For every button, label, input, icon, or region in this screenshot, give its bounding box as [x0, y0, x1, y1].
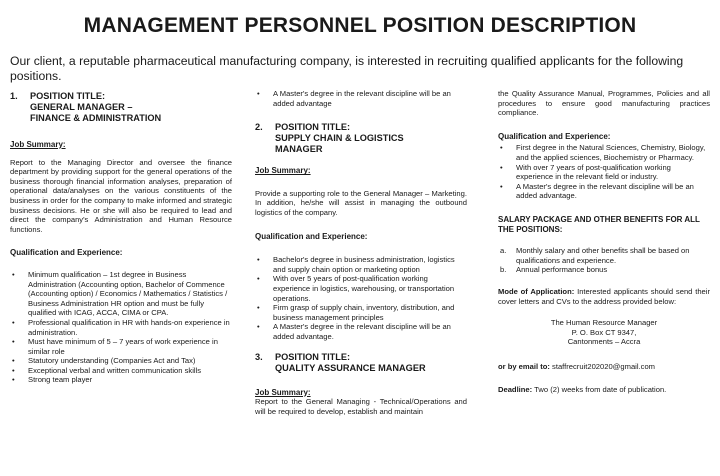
position-2-heading	[255, 122, 467, 133]
position-1-number: 1.	[10, 91, 18, 101]
position-3-summary: Report to the General Managing - Technical/Operations and will be required to develop, establish and maintain	[255, 397, 467, 416]
position-3-number: 3.	[255, 351, 263, 362]
position-3-title-line2: QUALITY ASSURANCE MANAGER	[275, 362, 426, 373]
mailing-address	[498, 318, 710, 347]
list-item	[498, 246, 710, 265]
position-3-summary-heading: Job Summary:	[255, 387, 311, 397]
list-item: • A Master's degree in the relevant discipline will be an added advantage.	[255, 322, 467, 341]
address-line: The Human Resource Manager	[550, 318, 658, 328]
benefits-list	[498, 246, 710, 275]
column-1	[10, 91, 232, 385]
position-1-qual-list-cont	[255, 89, 467, 108]
position-1-qual-heading: Qualification and Experience:	[10, 248, 123, 258]
position-3-summary-cont: the Quality Assurance Manual, Programmes, Policies and all procedures to ensure good manufacturing practices compliance.	[498, 89, 710, 118]
page-title: MANAGEMENT PERSONNEL POSITION DESCRIPTION	[83, 14, 637, 37]
list-marker: b.	[500, 265, 507, 275]
address-line: Cantonments – Accra	[567, 337, 641, 347]
email-label: or by email to:	[498, 361, 550, 371]
list-item: • Bachelor's degree in business administration, logistics and supply chain option or marketing option	[255, 255, 467, 274]
position-1-title-line3: FINANCE & ADMINISTRATION	[30, 113, 162, 123]
list-item: • Must have minimum of 5 – 7 years of work experience in similar role	[10, 337, 232, 356]
mode-of-application	[498, 287, 710, 306]
position-3-qual-list	[498, 143, 710, 201]
position-3-qual-heading: Qualification and Experience:	[498, 131, 611, 141]
address-line: P. O. Box CT 9347,	[571, 327, 637, 337]
list-item: • A Master's degree in the relevant discipline will be an added advantage.	[498, 182, 710, 201]
position-2-title-label: POSITION TITLE:	[275, 122, 351, 133]
list-item-text: Annual performance bonus	[516, 265, 608, 275]
list-item: • Minimum qualification – 1st degree in Business Administration (Accounting option, Bachelor of Commence (Accounting option) / Economics / Mathematics / Statistics / Business Administration HR option and must be fully qualified with ICAG, ACCA, CIMA or CPA.	[10, 270, 232, 318]
intro-paragraph: Our client, a reputable pharmaceutical manufacturing company, is interested in recruiting qualified applicants for the following positions.	[10, 54, 684, 83]
position-1-summary-heading: Job Summary:	[10, 140, 66, 149]
list-item: • First degree in the Natural Sciences, Chemistry, Biology, and the applied sciences, Biochemistry or Pharmacy.	[498, 143, 710, 162]
list-item: • Firm grasp of supply chain, inventory, distribution, and business management principles	[255, 303, 467, 322]
list-item: • Statutory understanding (Companies Act and Tax)	[10, 356, 232, 366]
list-item: • Professional qualification in HR with hands-on experience in administration.	[10, 318, 232, 337]
list-marker: a.	[500, 246, 507, 256]
list-item	[498, 265, 710, 275]
list-item: • Strong team player	[10, 375, 232, 385]
position-1-summary: Report to the Managing Director and oversee the finance department by providing support for the general operations of the business thorough financial information analyses, preparation of operational data/analyses on the various constituents of the business in order for the company to make informed and strategic business decisions. He or she will also be required to lead and direct the company's Administration and Human Resource functions.	[10, 157, 232, 234]
column-2	[255, 89, 467, 416]
position-3-title-label: POSITION TITLE:	[275, 351, 351, 362]
position-2-title-line3: MANAGER	[275, 144, 323, 155]
deadline-label: Deadline:	[498, 385, 533, 395]
list-item: • Exceptional verbal and written communication skills	[10, 366, 232, 376]
position-2-title-line2: SUPPLY CHAIN & LOGISTICS	[275, 133, 404, 144]
position-2-qual-list	[255, 255, 467, 341]
position-1-title-line2: GENERAL MANAGER –	[30, 102, 133, 112]
position-2-qual-heading: Qualification and Experience:	[255, 231, 368, 241]
benefits-heading: SALARY PACKAGE AND OTHER BENEFITS FOR ALL THE POSITIONS:	[498, 214, 700, 234]
deadline-row	[498, 385, 710, 395]
position-1-title-label: POSITION TITLE:	[30, 91, 106, 101]
list-item: • With over 7 years of post-qualification working experience in the relevant field or industry.	[498, 163, 710, 182]
position-3-heading	[255, 352, 467, 363]
list-item-text: Monthly salary and other benefits shall be based on qualifications and experience.	[516, 246, 690, 265]
position-1-qual-list	[10, 270, 232, 385]
mode-label: Mode of Application:	[498, 286, 575, 296]
list-item: • A Master's degree in the relevant discipline will be an added advantage	[255, 89, 467, 108]
mode-text: Interested applicants should send their cover letters and CVs to the address provided below:	[498, 286, 710, 306]
email-address: staffrecruit202020@gmail.com	[552, 361, 655, 371]
deadline-text: Two (2) weeks from date of publication.	[534, 385, 667, 395]
position-2-summary: Provide a supporting role to the General Manager – Marketing. In addition, he/she will assist in managing the outbound logistics of the company.	[255, 188, 467, 217]
position-1-heading	[10, 91, 232, 102]
position-2-summary-heading: Job Summary:	[255, 166, 311, 176]
column-3	[498, 89, 710, 395]
position-2-number: 2.	[255, 122, 263, 133]
list-item: • With over 5 years of post-qualification working experience in logistics, warehousing, or transportation operations.	[255, 274, 467, 303]
email-row	[498, 362, 710, 372]
